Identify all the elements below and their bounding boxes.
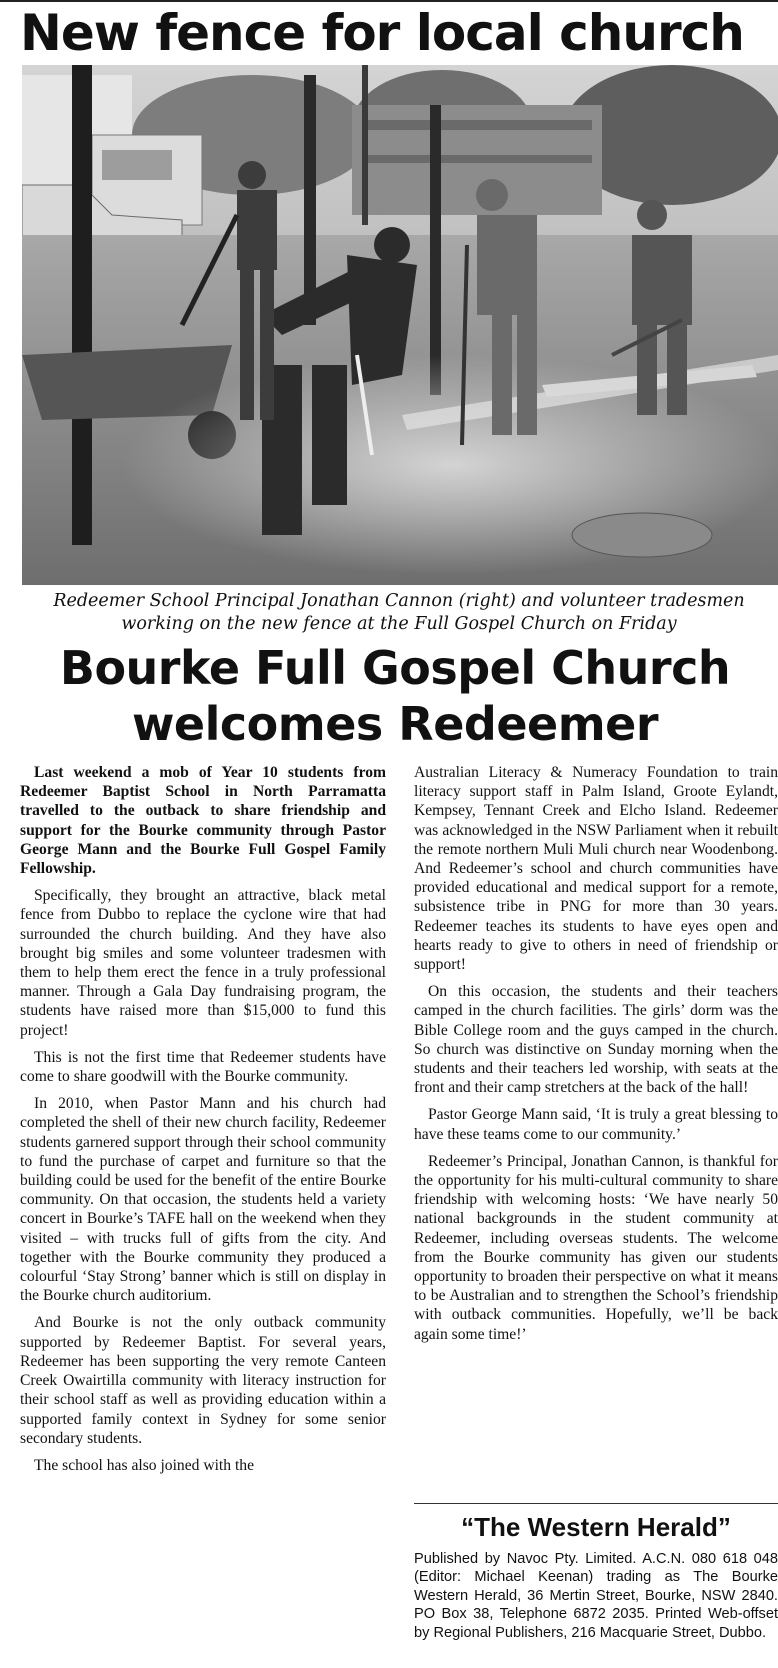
body-paragraph: Specifically, they brought an attractive, black metal fence from Dubbo to replace the cyclone wire that had surrounded the church building. And they have also brought big smiles and some volunteer tradesmen with them to help them erect the fence in a truly professional manner. Through a Gala Day fundraising program, the students have raised more than $15,000 to fund this project! — [20, 887, 386, 1039]
body-paragraph: And Bourke is not the only outback community supported by Redeemer Baptist. For several years, Redeemer has been supporting the very remote Canteen Creek Owairtilla community with literacy instruction for their school staff as well as providing education within a supported family context in Sydney for some senior secondary students. — [20, 1314, 386, 1447]
body-paragraph: On this occasion, the students and their teachers camped in the church facilities. The girls’ dorm was the Bible College room and the guys camped in the church. So church was distinctive on Sunday morning when the students and their teachers led worship, with seats at the front and their camp stretchers at the back of the hall! — [414, 983, 778, 1097]
body-paragraph: This is not the first time that Redeemer students have come to share goodwill with the Bourke community. — [20, 1048, 386, 1086]
article-photo — [22, 65, 778, 585]
photo-illustration — [22, 65, 778, 585]
top-rule — [0, 0, 778, 2]
publisher-imprint: Published by Navoc Pty. Limited. A.C.N. 080 618 048 (Editor: Michael Keenan) trading as The Bourke Western Herald, 36 Mertin Street, Bourke, NSW 2840. PO Box 38, Telephone 6872 2035. Printed Web-offset by Regional Publishers, 216 Macquarie Street, Dubbo. — [414, 1551, 778, 1641]
article-title — [12, 640, 778, 752]
article-title-line-2: welcomes Redeemer — [131, 697, 659, 751]
newspaper-name: “The Western Herald” — [461, 1512, 731, 1542]
body-paragraph: In 2010, when Pastor Mann and his church had completed the shell of their new church facility, Redeemer students garnered support through their school community to fund the purchase of carpet and furniture so that the building could be used for the benefit of the entire Bourke community. On that occasion, the students held a variety concert in Bourke’s TAFE hall on the weekend when they visited – with trucks full of gifts from the city. And together with the Bourke community they produced a colourful ‘Stay Strong’ banner which is still on display in the Bourke church auditorium. — [20, 1095, 386, 1305]
body-paragraph: The school has also joined with the — [34, 1456, 255, 1474]
body-paragraph-continued: Australian Literacy & Numeracy Foundation to train literacy support staff in Palm Island, Groote Eylandt, Kempsey, Tennant Creek and Elcho Island. Redeemer was acknowledged in the NSW Parliament when it rebuilt the remote northern Muli Muli church near Woodenbong. And Redeemer’s school and church communities have provided educational and medical support for a remote, subsistence tribe in PNG for more than 30 years. Redeemer teaches its students to have eyes open and hearts ready to give to others in need of friendship or support! — [414, 764, 778, 974]
body-paragraph: Redeemer’s Principal, Jonathan Cannon, is thankful for the opportunity for his multi-cultural community to share friendship with welcoming hosts: ‘We have nearly 50 national backgrounds in the student community at Redeemer, including overseas students. The welcome from the Bourke community has given our students opportunity to broaden their perspective on what it means to be Australian and to strengthen the School’s friendship with outback communities. Hopefully, we’ll be back again some time!’ — [414, 1152, 778, 1343]
masthead-divider — [414, 1503, 778, 1504]
article-title-line-1: Bourke Full Gospel Church — [59, 641, 731, 695]
lead-paragraph: Last weekend a mob of Year 10 students from Redeemer Baptist School in North Parramatta travelled to the outback to share friendship and support for the Bourke community through Pastor George Mann and the Bourke Full Gospel Family Fellowship. — [20, 764, 386, 878]
photo-caption: Redeemer School Principal Jonathan Cannon (right) and volunteer tradesmen working on the new fence at the Full Gospel Church on Friday — [53, 591, 745, 634]
article-column-left — [20, 763, 386, 1668]
body-paragraph: Pastor George Mann said, ‘It is truly a great blessing to have these teams come to our community.’ — [414, 1106, 778, 1143]
headline: New fence for local church — [20, 4, 744, 62]
